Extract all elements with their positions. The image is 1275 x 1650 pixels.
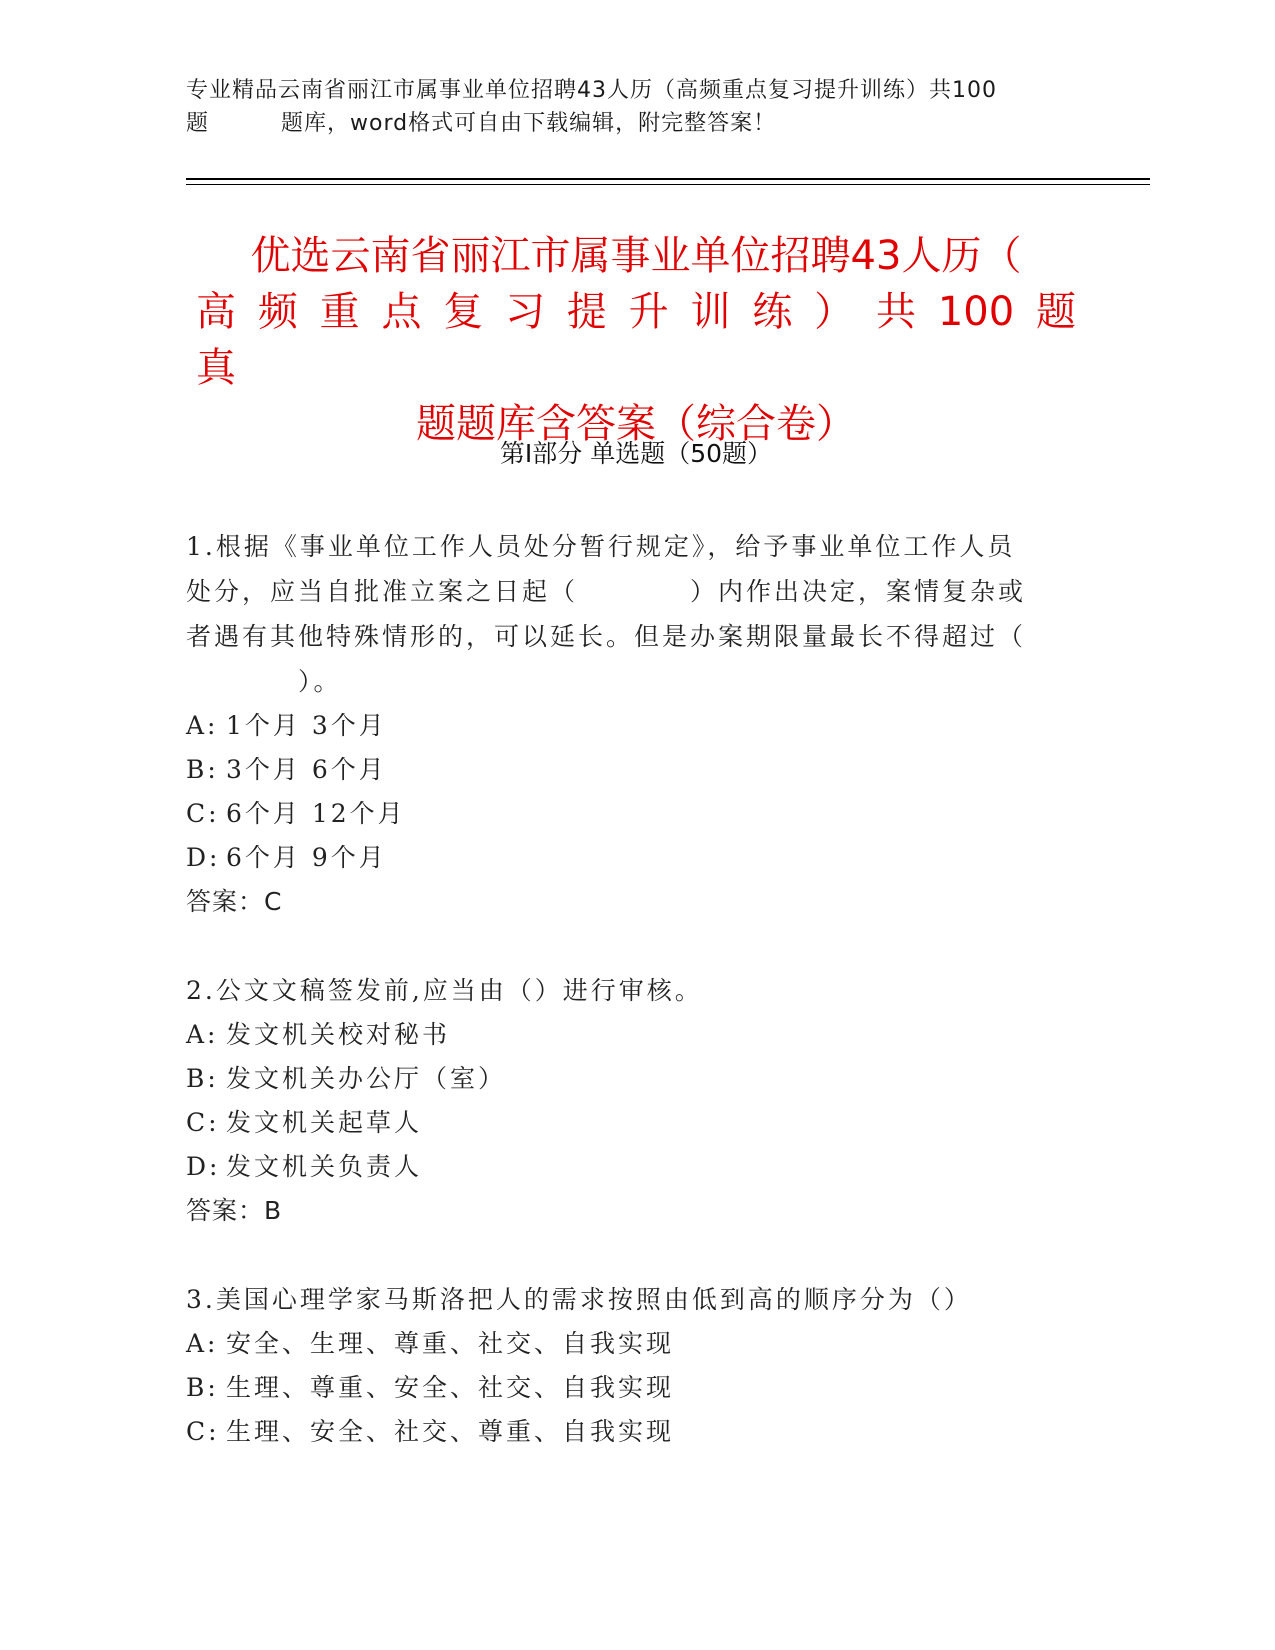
header-line-2-start: 题 [186,111,210,136]
option-text: 发文机关办公厅（室） [226,1064,507,1093]
option-letter: C: [186,1417,220,1446]
question-stem-line: 者遇有其他特殊情形的，可以延长。但是办案期限量最长不得超过（ [186,622,1027,651]
option-letter: C: [186,799,220,828]
option-text: 生理、尊重、安全、社交、自我实现 [226,1373,675,1402]
option-text: 发文机关负责人 [226,1152,423,1181]
question-stem-line: ）内作出决定，案情复杂或 [690,577,1027,606]
title-row-2 [186,284,1086,396]
option-text: 生理、安全、社交、尊重、自我实现 [226,1417,675,1446]
question-3 [186,1277,1056,1454]
header-rule-thick [186,178,1150,180]
question-stem: 2.公文文稿签发前,应当由（）进行审核。 [186,976,703,1005]
option-letter: A: [186,1329,219,1358]
option-d [186,836,1056,880]
document-title [186,228,1086,452]
header-line-2-rest: 题库，word格式可自由下载编辑，附完整答案！ [281,111,777,136]
option-letter: D: [186,843,221,872]
title-row-2-start: 高频重点复习提升训练）共100题 [196,289,1076,335]
title-row-1: 优选云南省丽江市属事业单位招聘43人历（ [250,233,1022,279]
question-stem [186,524,1056,704]
header-rule-thin [186,184,1150,185]
option-text: 6个月 12个月 [226,799,406,828]
option-letter: B: [186,1373,219,1402]
header-line-2 [186,107,1086,140]
option-c [186,1410,1056,1454]
option-c [186,792,1056,836]
option-text: 1个月 3个月 [226,711,387,740]
question-list [186,524,1056,1498]
option-text: 安全、生理、尊重、社交、自我实现 [226,1329,675,1358]
option-letter: C: [186,1108,220,1137]
option-text: 6个月 9个月 [226,843,387,872]
option-letter: B: [186,755,219,784]
header-line-1: 专业精品云南省丽江市属事业单位招聘43人历（高频重点复习提升训练）共100 [186,78,997,103]
option-a [186,704,1056,748]
option-text: 发文机关校对秘书 [226,1020,451,1049]
option-text: 发文机关起草人 [226,1108,423,1137]
option-b [186,1366,1056,1410]
question-stem-line: 处分，应当自批准立案之日起（ [186,577,579,606]
page-header [186,74,1086,140]
option-d [186,1145,1056,1189]
option-letter: A: [186,1020,219,1049]
option-a [186,1013,1056,1057]
answer: 答案：C [186,887,283,916]
option-text: 3个月 6个月 [226,755,387,784]
title-row-3: 题题库含答案（综合卷） [416,401,856,447]
section-title: 第Ⅰ部分 单选题（50题） [499,439,773,468]
answer: 答案：B [186,1196,283,1225]
option-a [186,1322,1056,1366]
option-letter: B: [186,1064,219,1093]
option-c [186,1101,1056,1145]
question-2 [186,968,1056,1233]
title-row-2-end: 真 [196,345,236,391]
option-letter: D: [186,1152,221,1181]
question-1 [186,524,1056,924]
option-letter: A: [186,711,219,740]
question-stem: 3.美国心理学家马斯洛把人的需求按照由低到高的顺序分为（） [186,1285,972,1314]
option-b [186,748,1056,792]
question-stem-line: ）。 [298,667,342,696]
option-b [186,1057,1056,1101]
question-stem-line: 1.根据《事业单位工作人员处分暂行规定》，给予事业单位工作人员 [186,532,1016,561]
